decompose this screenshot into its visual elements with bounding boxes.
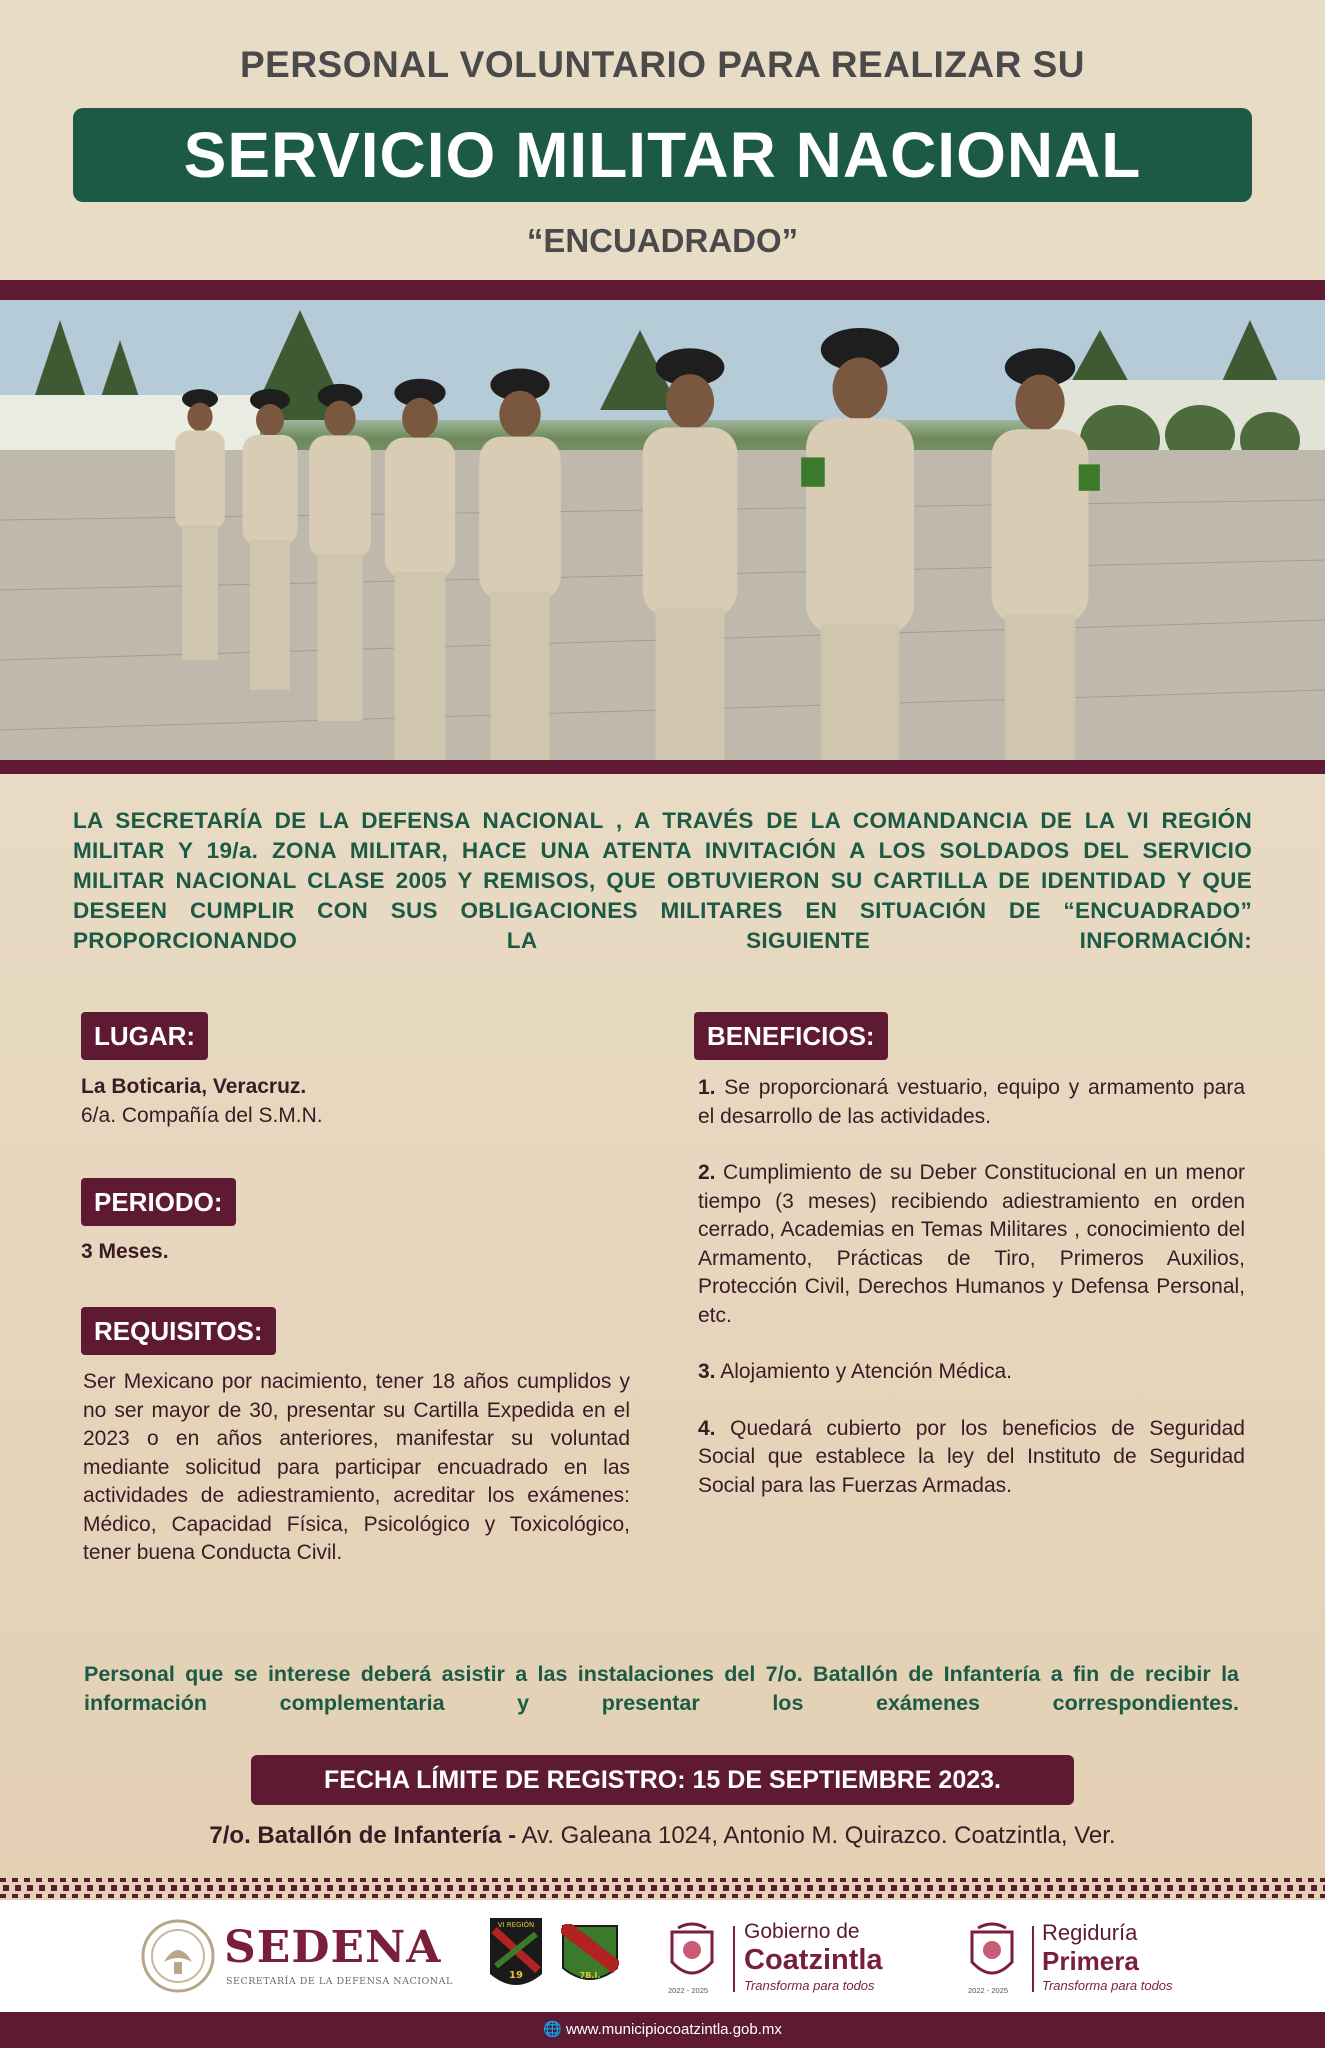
reg-years: 2022 - 2025 <box>968 1986 1009 1995</box>
intro-paragraph: LA SECRETARÍA DE LA DEFENSA NACIONAL , A TRAVÉS DE LA COMANDANCIA DE LA VI REGIÓN MILITAR Y 19/a. ZONA MILITAR, HACE UNA ATENTA INVITACIÓN A LOS SOLDADOS DEL SERVICIO MILITAR NACIONAL CLASE 2005 Y REMISOS, QUE OBTUVIERON SU CARTILLA DE IDENTIDAD Y QUE DESEEN CUMPLIR CON SUS OBLIGACIONES MILITARES EN SITUACIÓN DE “ENCUADRADO” PROPORCIONANDO LA SIGUIENTE INFORMACIÓN: <box>73 808 1252 953</box>
requisitos-text: Ser Mexicano por nacimiento, tener 18 años cumplidos y no ser mayor de 30, presentar su Cartilla Expedida en el 2023 o en años anteriores, manifestar su voluntad mediante solicitud para participar encuadrado en las actividades de adiestramiento, acreditar los exámenes: Médico, Capacidad Física, Psicológico y Toxicológico, tener buena Conducta Civil. <box>83 1370 630 1564</box>
globe-icon: 🌐 <box>543 2021 562 2038</box>
subtitle: “ENCUADRADO” <box>526 222 799 259</box>
deadline-banner: FECHA LÍMITE DE REGISTRO: 15 DE SEPTIEMBRE 2023. <box>251 1755 1074 1805</box>
benefit-item <box>698 1074 1245 1131</box>
beneficios-label: BENEFICIOS: <box>694 1012 888 1060</box>
reg-line2: Primera <box>1042 1946 1139 1976</box>
top-photo-band <box>0 280 1325 300</box>
region-badge-icon <box>488 1916 544 1996</box>
benefit-item <box>698 1159 1245 1330</box>
title-banner <box>73 108 1252 202</box>
periodo-value: 3 Meses. <box>81 1240 169 1263</box>
benefit-text: Quedará cubierto por los beneficios de Seguridad Social que establece la ley del Instituto de Seguridad Social para las Fuerzas Armadas. <box>698 1416 1245 1497</box>
closing-paragraph: Personal que se interese deberá asistir a las instalaciones del 7/o. Batallón de Infantería a fin de recibir la información complementaria y presentar los exámenes correspondientes. <box>84 1662 1239 1715</box>
logos-strip <box>0 1900 1325 2012</box>
reg-line1: Regiduría <box>1042 1920 1138 1945</box>
benefit-item <box>698 1358 1245 1387</box>
gob-years: 2022 - 2025 <box>668 1986 709 1995</box>
gob-slogan: Transforma para todos <box>744 1978 875 1993</box>
main-title: SERVICIO MILITAR NACIONAL <box>183 119 1142 191</box>
svg-text:19: 19 <box>509 1970 523 1981</box>
periodo-label: PERIODO: <box>81 1178 236 1226</box>
decorative-greca <box>0 1878 1325 1898</box>
requisitos-label: REQUISITOS: <box>81 1307 276 1355</box>
bottom-photo-band <box>0 760 1325 774</box>
soldiers-photo <box>0 300 1325 760</box>
lugar-label: LUGAR: <box>81 1012 208 1060</box>
benefit-text: Alojamiento y Atención Médica. <box>715 1360 1013 1383</box>
address-rest: Av. Galeana 1024, Antonio M. Quirazco. Coatzintla, Ver. <box>516 1822 1116 1849</box>
gob-line2: Coatzintla <box>744 1944 883 1976</box>
address-line <box>0 1818 1325 1854</box>
benefit-text: Se proporcionará vestuario, equipo y armamento para el desarrollo de las actividades. <box>698 1076 1245 1128</box>
regiduria-shield-icon <box>968 1922 1016 1992</box>
svg-text:VI REGIÓN: VI REGIÓN <box>497 1921 535 1929</box>
benefit-item <box>698 1415 1245 1501</box>
header <box>0 0 1325 280</box>
battalion-badge-icon <box>561 1924 619 1990</box>
gob-divider <box>733 1926 735 1992</box>
footer <box>0 2012 1325 2048</box>
lugar-line2: 6/a. Compañía del S.M.N. <box>81 1103 323 1127</box>
national-emblem-icon <box>140 1918 216 1994</box>
gob-line1: Gobierno de <box>744 1920 860 1943</box>
coatzintla-shield-icon <box>668 1922 716 1992</box>
reg-slogan: Transforma para todos <box>1042 1978 1173 1993</box>
soldiers-illustration <box>0 300 1325 760</box>
sedena-subtitle: SECRETARÍA DE LA DEFENSA NACIONAL <box>226 1976 453 1987</box>
lugar-line1: La Boticaria, Veracruz. <box>81 1075 307 1098</box>
benefit-number: 1. <box>698 1076 716 1099</box>
benefit-number: 3. <box>698 1360 716 1383</box>
benefit-number: 4. <box>698 1416 716 1440</box>
address-bold: 7/o. Batallón de Infantería - <box>209 1822 517 1849</box>
sedena-logo-text: SEDENA <box>224 1922 442 1973</box>
reg-divider <box>1032 1926 1034 1992</box>
website-link[interactable]: www.municipiocoatzintla.gob.mx <box>565 2021 782 2038</box>
svg-text:7B.I.: 7B.I. <box>579 1971 601 1980</box>
pretitle: PERSONAL VOLUNTARIO PARA REALIZAR SU <box>239 44 1086 85</box>
benefit-text: Cumplimiento de su Deber Constitucional en un menor tiempo (3 meses) recibiendo adiestramiento en orden cerrado, Academias en Temas Militares , conocimiento del Armamento, Prácticas de Tiro, Primeros Auxilios, Protección Civil, Derechos Humanos y Defensa Personal, etc. <box>698 1161 1245 1327</box>
benefit-number: 2. <box>698 1161 716 1184</box>
beneficios-list <box>698 1074 1245 1528</box>
lugar-text <box>81 1073 641 1130</box>
